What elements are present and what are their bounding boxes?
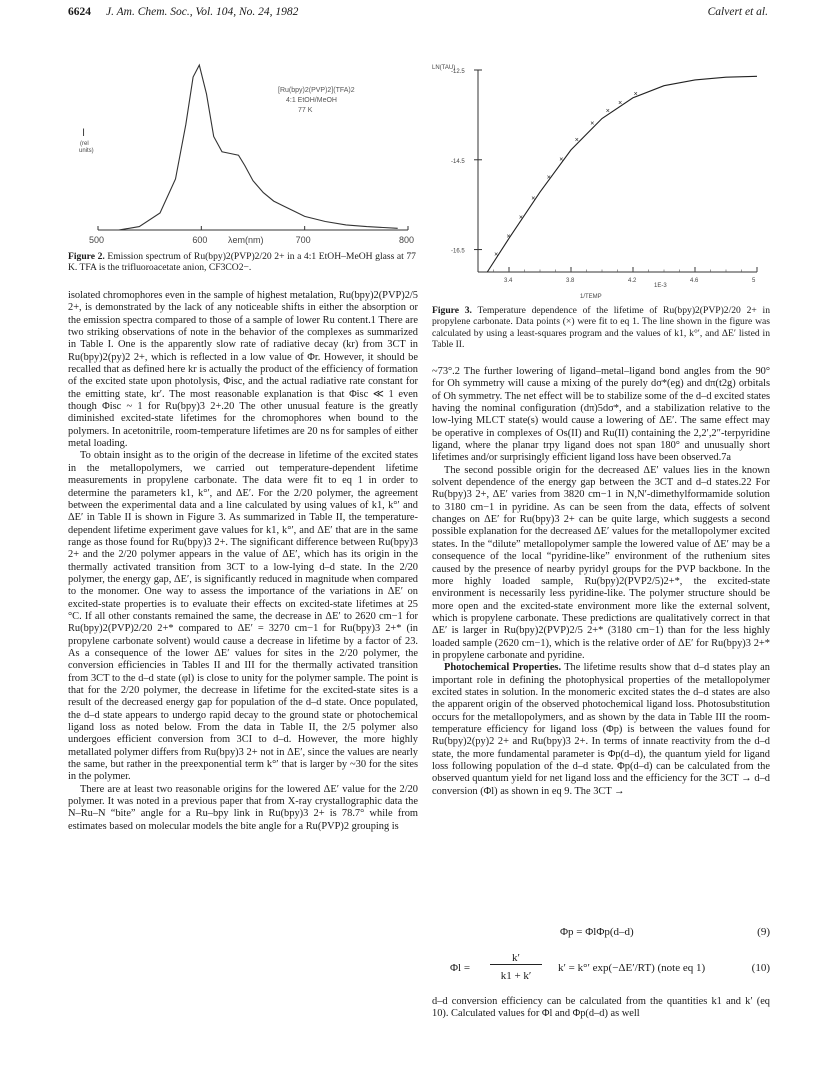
data-point: × (531, 195, 536, 203)
page-header (68, 6, 768, 22)
equation-10-lhs: Φl = (450, 962, 471, 974)
data-point: × (559, 156, 564, 164)
running-authors: Calvert et al. (707, 6, 768, 18)
left-column-text (68, 290, 418, 833)
paragraph-text: The lifetime results show that d–d states play an important role in defining the photophysical properties of the metallopolymer excited states in solution. In the monomeric excited states the d–d states are also the apparent origin of the observed photochemical ligand loss. Photosubstitution occurs for the metallopolymers, and as shown by the data in Table III the room-temperature efficiency for ligand loss (Φp) is between the values found for Ru(bpy)2(py)2 2+ and Ru(bpy)3 2+. In terms of innate reactivity from the d–d state, the more fundamental parameter is Φp(d–d), the quantum yield for ligand loss following population of the d–d state. Φp(d–d) can be calculated from the observed quantum yield for net ligand loss and the efficiency for the 3CT → d–d conversion (Φl) as shown in eq 9. The 3CT → (432, 662, 770, 797)
right-column-text (432, 366, 770, 798)
x-tick-label: 500 (89, 235, 105, 245)
y-tick-label: -14.5 (451, 158, 465, 165)
journal-citation: J. Am. Chem. Soc., Vol. 104, No. 24, 1982 (106, 6, 299, 18)
emission-curve (119, 65, 398, 230)
equation-9-body: Φp = ΦlΦp(d–d) (560, 926, 634, 938)
x-tick-label: 3.4 (504, 278, 513, 284)
figure-3-ylabel: LN(TAU) (432, 65, 456, 71)
figure-3-caption-text: Temperature dependence of the lifetime of Ru(bpy)2(PVP)2/20 2+ in propylene carbonate. Data points (×) were fit to eq 1. The line shown in the figure was calculated by using a least-squares program and the values of k1, k°′, and ΔE′ listed in Table II. (432, 305, 770, 350)
data-point: × (633, 90, 638, 98)
y-tick-label: -12.5 (451, 69, 465, 75)
equation-10 (450, 952, 770, 986)
data-point: × (494, 251, 499, 259)
y-tick-label: -16.5 (451, 248, 465, 255)
figure-2-legend (278, 87, 355, 114)
equation-10-number: (10) (751, 962, 770, 974)
legend-line-3: 77 K (298, 107, 313, 114)
figure-2-caption (68, 251, 416, 274)
x-tick-label: 4.2 (628, 278, 637, 284)
figure-2-ylabel (79, 127, 94, 154)
figure-3-xlabel: 1/TEMP (580, 294, 602, 300)
x-tick-label: 800 (399, 235, 415, 245)
x-tick-label: 600 (192, 235, 208, 245)
paragraph: The second possible origin for the decreased ΔE′ values lies in the known solvent dependence of the energy gap between the 3CT and d–d states.22 For Ru(bpy)3 2+, ΔE′ varies from 3820 cm−1 in N,N′-dimethylformamide solution to 3180 cm−1 in pyridine. As can be seen from the data, effects of solvent changes on ΔE′ for Ru(bpy)3 2+ can be quite large, which suggests a second possible explanation for the decreased ΔE′ values for the metallopolymer excited states. In the “dilute” metallopolymer sample the lowered value of ΔE′ may be a consequence of the local “pyridine-like” environment of the ruthenium sites caused by the presence of nearby pyridyl groups for the PVP backbone. In the more highly loaded sample, Ru(bpy)2(PVP2/5)2+*, the excited-state environment is necessarily less pyridine-like. The polymer structure should be more open and the excited-state environment more like the external solvent, which is propylene carbonate. These predictions are qualitatively correct in that ΔE′ is larger in Ru(bpy)2(PVP)2/5 2+* (3180 cm−1) than for the less highly loaded sample (2620 cm−1), which is the relative order of ΔE′ for Ru(bpy)3 2+* in propylene carbonate and pyridine. (432, 464, 770, 661)
x-tick-label: 4.6 (690, 278, 699, 284)
section-runin-heading: Photochemical Properties. (444, 662, 562, 674)
paragraph (432, 662, 770, 798)
figure-3-lifetime-plot (432, 62, 772, 302)
x-tick-label: 700 (295, 235, 311, 245)
legend-line-1: [Ru(bpy)2(PVP)2](TFA)2 (278, 87, 355, 94)
equation-10-rhs: k′ = k°′ exp(−ΔE′/RT) (note eq 1) (558, 962, 706, 974)
data-point: × (605, 107, 610, 115)
ylabel-units: units) (79, 148, 94, 154)
paragraph: isolated chromophores even in the sample of highest metalation, Ru(bpy)2(PVP)2/5 2+, is demonstrated by the lack of any noticeable shifts in either the absorption or the emission spectra compared to those of a sample of lower Ru content.1 There are two striking observations of note in the behavior of the complexes as summarized in Table I. One is the apparently slow rate of radiative decay (kr) from 3CT in Ru(bpy)2(py)2 2+, which is reflected in a low value of Φr. However, it should be recalled that as defined here kr is actually the product of the efficiency of formation of the excited state upon photolysis, Φisc, and the actual radiative rate constant for the emitting state, kr′. The most reasonable explanation is that Φisc ≪ 1 even though Φisc ~ 1 for Ru(bpy)3 2+.20 The other unusual feature is the greatly diminished excited-state lifetimes for the chromophores when bound to the polymers. In acetonitrile, room-temperature lifetimes are 20 ns for samples of either metal loading. (68, 290, 418, 450)
ylabel-rel: (rel (80, 141, 89, 147)
paragraph: ~73°.2 The further lowering of ligand–metal–ligand bond angles from the 90° for Oh symmetry will cause a mixing of the purely dσ*(eg) and dπ(t2g) orbitals of Oh symmetry. The net effect will be to stabilize some of the d–d excited states having the nominal configuration (dπ)5dσ*, and a stabilization relative to the low-lying MLCT state(s) would cause a lowering of ΔE′. The same effect may be operative in complexes of Os(II) and Ru(II) containing the 2,2′,2″-terpyridine ligand, where the planar trpy ligand does not span 180° and unusually short lifetimes and/or surprisingly efficient ligand loss have been observed.7a (432, 366, 770, 464)
page-number: 6624 (68, 6, 91, 18)
paragraph: There are at least two reasonable origins for the lowered ΔE′ value for the 2/20 polymer. It was noted in a previous paper that from X-ray crystallographic data the N–Ru–N “bite” angle for a Ru–bpy link in Ru(bpy)3 2+ is 78.7° while from estimates based on molecular models the bite angle for a Ru(PVP)2 grouping is (68, 783, 418, 832)
equation-10-numerator: k′ (490, 952, 542, 965)
legend-line-2: 4:1 EtOH/MeOH (286, 97, 337, 104)
ylabel-symbol: I (82, 127, 86, 139)
data-point: × (574, 137, 579, 145)
data-point: × (618, 99, 623, 107)
x-tick-label: 3.8 (566, 278, 575, 284)
figure-3-xscale: 1E-3 (654, 283, 667, 289)
paragraph: d–d conversion efficiency can be calculated from the quantities k1 and k′ (eq 10). Calculated values for Φl and Φp(d–d) as well (432, 996, 770, 1020)
x-tick-label: 5 (752, 278, 756, 284)
figure-2-emission-spectrum (68, 40, 418, 250)
figure-2-label: Figure 2. (68, 251, 105, 262)
data-point: × (590, 120, 595, 128)
figure-3-caption (432, 305, 770, 350)
figure-2-caption-text: Emission spectrum of Ru(bpy)2(PVP)2/20 2+ in a 4:1 EtOH–MeOH glass at 77 K. TFA is the trifluoroacetate anion, CF3CO2−. (68, 251, 416, 274)
equation-9-number: (9) (757, 926, 770, 938)
equation-9 (560, 926, 770, 938)
equation-10-denominator: k1 + k′ (500, 970, 532, 982)
data-point: × (518, 214, 523, 222)
right-column-end (432, 996, 770, 1021)
data-point: × (506, 233, 511, 241)
data-point: × (546, 174, 551, 182)
figure-2-xlabel: λem(nm) (228, 235, 264, 245)
figure-3-label: Figure 3. (432, 305, 472, 316)
paragraph: To obtain insight as to the origin of the decrease in lifetime of the excited states in the metallopolymers, we carried out temperature-dependent lifetime measurements in propylene carbonate. The data were fit to eq 1 in order to determine the parameters k1, k°′, and ΔE′. For the 2/20 polymer, the agreement between the experimental data and a line calculated by using values of k1, k°′ and ΔE′ in Table II is shown in Figure 3. As summarized in Table II, the temperature-dependent lifetime experiment gave values for k1, k°′, and ΔE′ that are in the same range as those found for Ru(bpy)3 2+. The significant difference between Ru(bpy)3 2+ and the 2/20 polymer appears in the value of ΔE′, which has its origin in the thermally activated transition from 3CT to a low-lying d–d state. In the 2/20 polymer, the energy gap, ΔE′, is significantly reduced in magnitude when compared to the monomer. One way to assess the importance of the variations in ΔE′ on excited-state properties is to evaluate their effects on excited-state lifetimes at 25 °C. If all other constants remained the same, the decrease in ΔE′ to 2620 cm−1 for Ru(bpy)2(PVP)2/20 2+* compared to ΔE′ = 3270 cm−1 for Ru(bpy)3 2+* (in propylene carbonate solvent) would cause a decrease in lifetime by a factor of 23. As a consequence of the lower ΔE′ values for sites in the 2/20 polymer, the conversion efficiencies in Tables II and III for the thermally activated transition from 3CT to the d–d state (φl) is close to unity for the polymer sample. The point is that for the 2/20 polymer, the decrease in lifetime for the excited-state sites is a result of the decreased energy gap for population of the d–d state. Once populated, the d–d state appears to undergo rapid decay to the ground state or photochemical ligand loss as noted below. From the data in Table II, the 2/5 polymer also undergoes efficient conversion from 3CI to d–d. However, the more highly metallated polymer differs from Ru(bpy)3 2+ not in ΔE′, since the values are nearly the same, but rather in the preexponential term k°′ that is larger by ~30 for the sites in the polymer. (68, 450, 418, 783)
